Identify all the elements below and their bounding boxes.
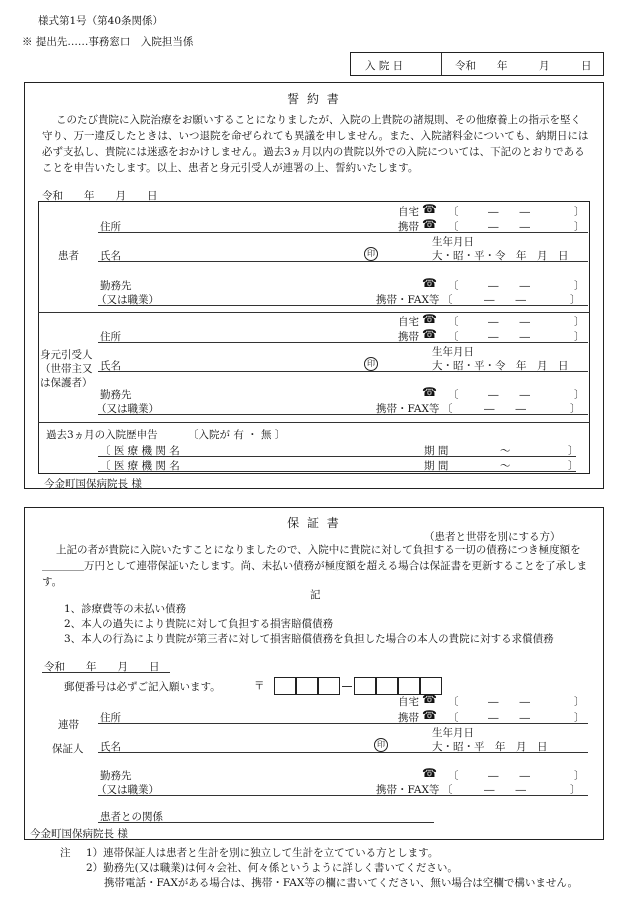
phone-icon: ☎ <box>422 276 437 290</box>
history-row2-line[interactable] <box>98 471 576 472</box>
ki-label: 記 <box>310 589 321 601</box>
patient-birth-label: 生年月日 <box>432 236 474 248</box>
guarantee-item-2: 2、本人の過失により貴院に対して負担する損害賠償債務 <box>64 618 334 630</box>
history-row1-line[interactable] <box>98 456 576 457</box>
seal-mark: 印 <box>374 738 388 752</box>
admit-date-box <box>350 52 604 76</box>
note-1: 1）連帯保証人は患者と生計を別に独立して生計を立てている方とします。 <box>86 847 439 859</box>
joint-home-label: 自宅 <box>398 696 419 708</box>
history-row2-period: 期 間 <box>424 460 449 472</box>
guarantor-address-line[interactable] <box>98 342 588 343</box>
patient-address-line[interactable] <box>98 232 588 233</box>
phone-icon: ☎ <box>422 327 437 341</box>
joint-fax-label: 携帯・FAX等 <box>376 784 440 796</box>
patient-mobile-label: 携帯 <box>398 221 419 233</box>
guarantee-date[interactable]: 令和 年 月 日 <box>44 661 160 673</box>
relation-line[interactable] <box>98 822 434 823</box>
guarantor-mobile-label: 携帯 <box>398 331 419 343</box>
phone-icon: ☎ <box>422 217 437 231</box>
postal-digit-box[interactable] <box>318 677 340 695</box>
guarantor-home-label: 自宅 <box>398 316 419 328</box>
pledge-addressee: 今金町国保病院長 様 <box>44 478 142 490</box>
guarantee-body: 上記の者が貴院に入院いたすことになりましたので、入院中に貴院に対して負担する一切の債務につき極度額を＿＿＿＿万円として連帯保証いたします。尚、未払い債務が極度額を超える場合は保証書を更新することを了承します。 <box>42 544 588 588</box>
patient-address-label: 住所 <box>100 221 121 233</box>
guarantor-work-sub: （又は職業） <box>96 403 159 415</box>
guarantor-birth-label: 生年月日 <box>432 346 474 358</box>
guarantee-item-3: 3、本人の行為により貴院が第三者に対して損害賠償債務を負担した場合の本人の貴院に対する求償債務 <box>64 633 554 645</box>
patient-work-line[interactable] <box>98 305 588 306</box>
guarantor-heading: 身元引受人 （世帯主又 は保護者） <box>40 349 93 389</box>
guarantee-title: 保 証 書 <box>287 516 341 530</box>
postal-digit-box[interactable] <box>274 677 296 695</box>
guarantor-fax-label: 携帯・FAX等 <box>376 403 440 415</box>
joint-address-line[interactable] <box>98 723 588 724</box>
patient-home-label: 自宅 <box>398 206 419 218</box>
patient-fax-label: 携帯・FAX等 <box>376 294 440 306</box>
guarantor-name-label: 氏名 <box>100 360 121 372</box>
joint-guarantor-heading1: 連帯 <box>58 719 79 731</box>
phone-icon: ☎ <box>422 708 437 722</box>
pledge-date[interactable]: 令和 年 月 日 <box>42 190 158 202</box>
history-row2-name: 〔 医 療 機 関 名 <box>100 460 180 472</box>
guarantor-address-label: 住所 <box>100 331 121 343</box>
joint-work-sub: （又は職業） <box>96 784 159 796</box>
guarantor-birth-era[interactable]: 大・昭・平・令 年 月 日 <box>432 360 569 372</box>
note-2: 2）勤務先(又は職業)は何々会社、何々係というように詳しく書いてください。 <box>86 862 458 874</box>
notes-label: 注 <box>60 847 71 859</box>
guarantee-addressee: 今金町国保病院長 様 <box>30 828 128 840</box>
patient-work-label: 勤務先 <box>100 280 132 292</box>
seal-mark: 印 <box>364 247 378 261</box>
patient-heading: 患者 <box>58 250 79 262</box>
guarantee-note: （患者と世帯を別にする方） <box>424 531 561 543</box>
joint-name-line[interactable] <box>98 752 588 753</box>
admit-label: 入 院 日 <box>365 60 404 72</box>
submit-to: ※ 提出先……事務窓口 入院担当係 <box>22 36 194 48</box>
history-label: 過去3ヵ月の入院歴申告 <box>46 429 158 441</box>
joint-birth-label: 生年月日 <box>432 727 474 739</box>
postal-label: 郵便番号は必ずご記入願います。 <box>64 681 221 693</box>
form-number: 様式第1号（第40条関係） <box>38 15 164 27</box>
pledge-body: このたび貴院に入院治療をお願いすることになりましたが、入院の上貴院の諸規則、その他療養上の指示を堅く守り、万一違反したときは、いつ退院を命ぜられても異議を申しません。また、入院諸料金についても、納期日には必ず支払し、貴院には迷惑をおかけしません。過去3ヵ月以内の貴院以外での入院については、下記のとおりであることを申告いたします。以上、患者と身元引受人が連署の上、誓約いたします。 <box>42 114 589 174</box>
relation-label: 患者との関係 <box>100 811 163 823</box>
postal-mark: 〒 <box>254 680 265 692</box>
guarantee-item-1: 1、診療費等の未払い債務 <box>64 603 187 615</box>
joint-name-label: 氏名 <box>100 741 121 753</box>
guarantor-work-label: 勤務先 <box>100 389 132 401</box>
history-option[interactable]: 〔入院が 有 ・ 無 〕 <box>188 429 286 441</box>
phone-icon: ☎ <box>422 692 437 706</box>
joint-address-label: 住所 <box>100 712 121 724</box>
note-3: 携帯電話・FAXがある場合は、携帯・FAX等の欄に書いてください、無い場合は空欄で構いません。 <box>104 877 578 889</box>
postal-digit-box[interactable] <box>296 677 318 695</box>
guarantor-name-line[interactable] <box>98 371 588 372</box>
joint-work-line[interactable] <box>98 795 588 796</box>
guarantor-work-line[interactable] <box>98 414 588 415</box>
admit-date[interactable]: 令和 年 月 日 <box>455 60 592 72</box>
history-row1-period: 期 間 <box>424 445 449 457</box>
phone-icon: ☎ <box>422 385 437 399</box>
patient-birth-era[interactable]: 大・昭・平・令 年 月 日 <box>432 250 569 262</box>
phone-icon: ☎ <box>422 766 437 780</box>
joint-work-label: 勤務先 <box>100 770 132 782</box>
patient-work-sub: （又は職業） <box>96 294 159 306</box>
pledge-title: 誓 約 書 <box>287 92 341 106</box>
postal-digit-box[interactable] <box>376 677 398 695</box>
phone-icon: ☎ <box>422 202 437 216</box>
seal-mark: 印 <box>364 357 378 371</box>
phone-icon: ☎ <box>422 312 437 326</box>
joint-mobile-label: 携帯 <box>398 712 419 724</box>
postal-digit-box[interactable] <box>398 677 420 695</box>
joint-guarantor-heading2: 保証人 <box>52 743 84 755</box>
patient-name-label: 氏名 <box>100 250 121 262</box>
patient-name-line[interactable] <box>98 261 588 262</box>
postal-digit-box[interactable] <box>354 677 376 695</box>
joint-birth-era[interactable]: 大・昭・平 年 月 日 <box>432 741 548 753</box>
history-row1-name: 〔 医 療 機 関 名 <box>100 445 180 457</box>
